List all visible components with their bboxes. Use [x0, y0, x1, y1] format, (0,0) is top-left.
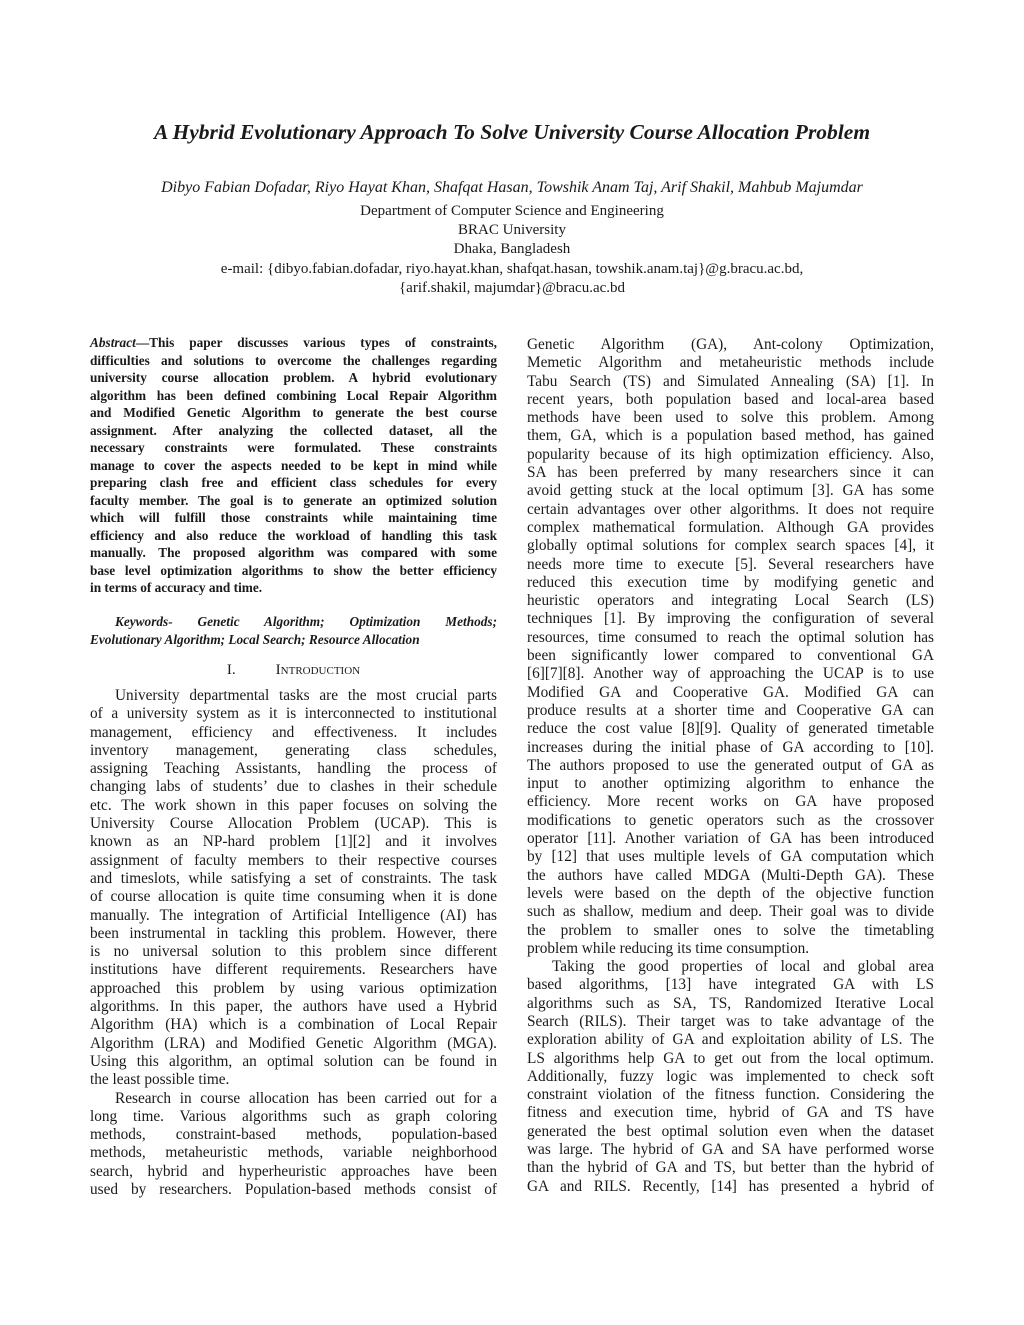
text-line: globally optimal solutions for complex search spaces [4], it — [527, 537, 934, 555]
keywords-line: Evolutionary Algorithm; Local Search; Resource Allocation — [90, 632, 420, 647]
text-line: Tabu Search (TS) and Simulated Annealing (SA) [1]. In — [527, 372, 934, 390]
keywords — [90, 613, 497, 649]
text-line: LS algorithms help GA to get out from the local optimum. — [527, 1049, 934, 1067]
abstract-line: difficulties and solutions to overcome the challenges regarding — [90, 352, 497, 368]
text-line: popularity because of its high optimization efficiency. Also, — [527, 445, 934, 463]
text-line: changing labs of students’ due to clashes in their schedule — [90, 778, 497, 796]
text-line: the least possible time. — [90, 1071, 230, 1089]
text-line: needs more time to execute [5]. Several researchers have — [527, 555, 934, 573]
text-line: increases during the initial phase of GA according to [10]. — [527, 738, 934, 756]
text-line: reduce the cost value [8][9]. Quality of generated timetable — [527, 720, 934, 738]
text-line: exploration ability of GA and exploitation ability of LS. The — [527, 1031, 934, 1049]
text-line: such as shallow, medium and deep. Their goal was to divide — [527, 903, 934, 921]
text-line: algorithms. In this paper, the authors have used a Hybrid — [90, 998, 497, 1016]
department: Department of Computer Science and Engineering — [360, 203, 664, 219]
section-title: Introduction — [275, 662, 361, 678]
abstract-line: in terms of accuracy and time. — [90, 580, 263, 595]
text-line: complex mathematical formulation. Although GA provides — [527, 518, 934, 536]
text-line: was large. The hybrid of GA and SA have performed worse — [527, 1141, 934, 1159]
text-line: institutions have different requirements. Researchers have — [90, 961, 497, 979]
paragraph — [90, 687, 497, 1090]
text-line: algorithms such as SA, TS, Randomized Iterative Local — [527, 994, 934, 1012]
abstract-line: university course allocation problem. A hybrid evolutionary — [90, 370, 497, 385]
text-line: Algorithm (LRA) and Modified Genetic Algorithm (MGA). — [90, 1034, 497, 1052]
text-line: Search (RILS). Their target was to take advantage of the — [527, 1012, 934, 1030]
abstract-line: efficiency and also reduce the workload of handling this task — [90, 527, 497, 543]
text-line: avoid getting stuck at the local optimum [3]. GA has some — [527, 482, 934, 500]
text-line: assignment of faculty members to their respective courses — [90, 851, 497, 869]
text-line: reduced this execution time by modifying genetic and — [527, 573, 934, 591]
abstract — [90, 334, 497, 597]
text-line: known as an NP-hard problem [1][2] and it involves — [90, 833, 497, 851]
text-line: resources, time consumed to reach the optimal solution has — [527, 628, 934, 646]
keywords-line: Keywords- Genetic Algorithm; Optimization Methods; — [115, 614, 497, 629]
text-line: methods, metaheuristic methods, variable neighborhood — [90, 1144, 497, 1162]
text-line: based algorithms, [13] have integrated GA with LS — [527, 976, 934, 994]
text-line: manually. The integration of Artificial Intelligence (AI) has — [90, 906, 497, 924]
text-line: approached this problem by using various optimization — [90, 979, 497, 997]
text-line: Modified GA and Cooperative GA. Modified GA can — [527, 683, 934, 701]
text-line: Using this algorithm, an optimal solution can be found in — [90, 1052, 497, 1070]
left-column-body — [90, 687, 497, 1199]
location: Dhaka, Bangladesh — [453, 241, 571, 258]
text-line: modifications to genetic operators such as the crossover — [527, 811, 934, 829]
text-line: [6][7][8]. Another way of approaching the UCAP is to use — [527, 665, 934, 683]
abstract-line: assignment. After analyzing the collected dataset, all the — [90, 422, 497, 438]
abstract-text: —This paper discusses various types of constraints, — [135, 335, 497, 350]
abstract-line: faculty member. The goal is to generate an optimized solution — [90, 492, 497, 508]
author-list: Dibyo Fabian Dofadar, Riyo Hayat Khan, Shafqat Hasan, Towshik Anam Taj, Arif Shakil, Mahbub Majumdar — [161, 179, 863, 196]
text-line: of course allocation is quite time consuming when it is done — [90, 888, 497, 906]
abstract-line — [90, 334, 497, 352]
text-line: been instrumental in tackling this problem. However, there — [90, 924, 497, 942]
university: BRAC University — [458, 222, 566, 239]
section-heading — [90, 662, 497, 679]
paragraph — [90, 1090, 497, 1200]
abstract-label: Abstract — [90, 335, 136, 350]
text-line: University departmental tasks are the most crucial parts — [115, 687, 497, 704]
email-line: {arif.shakil, majumdar}@bracu.ac.bd — [398, 279, 626, 296]
text-line: produce results at a shorter time and Cooperative GA can — [527, 701, 934, 719]
text-line: assigning Teaching Assistants, handling the process of — [90, 760, 497, 778]
text-line: management, efficiency and effectiveness. It includes — [90, 723, 497, 741]
text-line: recent years, both population based and local-area based — [527, 390, 934, 408]
text-line: Genetic Algorithm (GA), Ant-colony Optimization, — [527, 336, 934, 353]
text-line: efficiency. More recent works on GA have proposed — [527, 793, 934, 811]
abstract-line: manually. The proposed algorithm was compared with some — [90, 545, 497, 560]
text-line: heuristic operators and integrating Local Search (LS) — [527, 592, 934, 610]
text-line: Taking the good properties of local and global area — [552, 958, 934, 976]
text-line: the problem to smaller ones to solve the timetabling — [527, 921, 934, 939]
text-line: search, hybrid and hyperheuristic approaches have been — [90, 1162, 497, 1180]
abstract-line: preparing clash free and efficient class schedules for every — [90, 475, 497, 490]
text-line: generated the best optimal solution even when the dataset — [527, 1122, 934, 1140]
text-line: The authors proposed to use the generated output of GA as — [527, 756, 934, 774]
text-line: used by researchers. Population-based methods consist of — [90, 1181, 497, 1199]
abstract-line: manage to cover the aspects needed to be kept in mind while — [90, 457, 497, 473]
abstract-line: necessary constraints were formulated. These constraints — [90, 440, 497, 455]
text-line: of a university system as it is interconnected to institutional — [90, 705, 497, 723]
text-line: inventory management, generating class schedules, — [90, 741, 497, 759]
text-line: etc. The work shown in this paper focuses on solving the — [90, 796, 497, 814]
text-line: Additionally, fuzzy logic was implemented to check soft — [527, 1067, 934, 1085]
text-line: SA has been preferred by many researchers since it can — [527, 464, 934, 482]
text-line: long time. Various algorithms such as graph coloring — [90, 1107, 497, 1125]
abstract-line: and Modified Genetic Algorithm to generate the best course — [90, 405, 497, 420]
text-line: the authors have called MDGA (Multi-Depth GA). These — [527, 866, 934, 884]
text-line: Research in course allocation has been carried out for a — [115, 1089, 497, 1107]
text-line: certain advantages over other algorithms. It does not require — [527, 500, 934, 518]
affiliation-block — [0, 202, 1024, 298]
text-line: than the hybrid of GA and TS, but better than the hybrid of — [527, 1159, 934, 1177]
text-line: Algorithm (HA) which is a combination of Local Repair — [90, 1016, 497, 1034]
text-line: constraint violation of the fitness function. Considering the — [527, 1086, 934, 1104]
text-line: University Course Allocation Problem (UCAP). This is — [90, 815, 497, 833]
text-line: methods, constraint-based methods, population-based — [90, 1126, 497, 1144]
right-column-body — [527, 336, 934, 1196]
abstract-line: algorithm has been defined combining Local Repair Algorithm — [90, 387, 497, 403]
paper-title: A Hybrid Evolutionary Approach To Solve University Course Allocation Problem — [153, 120, 871, 144]
section-number: I. — [226, 662, 236, 678]
text-line: them, GA, which is a population based method, has gained — [527, 427, 934, 445]
abstract-line: base level optimization algorithms to show the better efficiency — [90, 562, 497, 578]
paragraph — [527, 336, 934, 958]
text-line: by [12] that uses multiple levels of GA computation which — [527, 848, 934, 866]
text-line: problem while reducing its time consumption. — [527, 939, 810, 957]
text-line: levels were based on the depth of the objective function — [527, 884, 934, 902]
paragraph — [527, 958, 934, 1196]
text-line: techniques [1]. By improving the configuration of several — [527, 610, 934, 628]
text-line: and timeslots, while satisfying a set of constraints. The task — [90, 869, 497, 887]
text-line: Memetic Algorithm and metaheuristic methods include — [527, 354, 934, 372]
text-line: methods have been used to solve this problem. Among — [527, 409, 934, 427]
text-line: input to another optimizing algorithm to enhance the — [527, 775, 934, 793]
text-line: been significantly lower compared to conventional GA — [527, 647, 934, 665]
abstract-line: which will fulfill those constraints while maintaining time — [90, 510, 497, 525]
text-line: operator [11]. Another variation of GA has been introduced — [527, 830, 934, 848]
email-line: e-mail: {dibyo.fabian.dofadar, riyo.hayat.khan, shafqat.hasan, towshik.anam.taj}@g.bracu.ac.bd, — [220, 260, 804, 277]
text-line: fitness and execution time, hybrid of GA and TS have — [527, 1104, 934, 1122]
text-line: GA and RILS. Recently, [14] has presented a hybrid of — [527, 1177, 934, 1195]
text-line: is no universal solution to this problem since different — [90, 943, 497, 961]
